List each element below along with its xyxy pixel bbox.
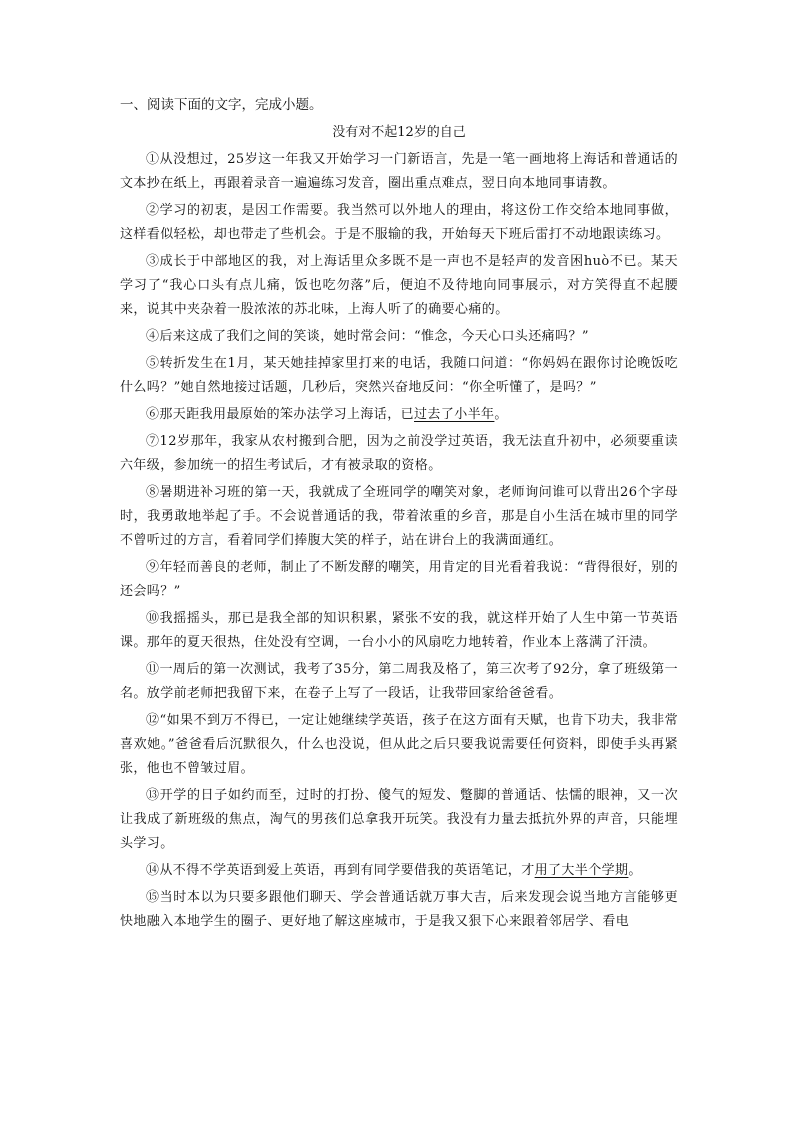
- paragraph-text: ⑧暑期进补习班的第一天，我就成了全班同学的嘲笑对象，老师询问谁可以背出26个字母时，我勇敢地举起了手。不会说普通话的我，带着浓重的乡音，那是自小生活在城市里的同学不曾听过的方言，看着同学们捧腹大笑的样子，站在讲台上的我满面通红。: [120, 485, 678, 548]
- paragraph: [120, 199, 678, 247]
- paragraph: [120, 325, 678, 349]
- paragraph-text: ⑦12岁那年，我家从农村搬到合肥，因为之前没学过英语，我无法直升初中，必须要重读六年级，参加统一的招生考试后，才有被录取的资格。: [120, 434, 678, 473]
- underlined-phrase: 过去了小半年: [414, 407, 495, 422]
- paragraph: [120, 250, 678, 322]
- paragraph-text: ⑨年轻而善良的老师，制止了不断发酵的嘲笑，用肯定的目光看着我说：“背得很好，别的还会吗？”: [120, 560, 678, 599]
- paragraph-text: ⑪一周后的第一次测试，我考了35分，第二周我及格了，第三次考了92分，拿了班级第一名。放学前老师把我留下来，在卷子上写了一段话，让我带回家给爸爸看。: [120, 662, 678, 701]
- paragraph: [120, 556, 678, 604]
- paragraph: [120, 784, 678, 856]
- paragraph: [120, 859, 678, 883]
- paragraph-text: ①从没想过，25岁这一年我又开始学习一门新语言，先是一笔一画地将上海话和普通话的文本抄在纸上，再跟着录音一遍遍练习发音，圈出重点难点，翌日向本地同事请教。: [120, 152, 678, 191]
- paragraph: [120, 352, 678, 400]
- paragraph-text: ④后来这成了我们之间的笑谈，她时常会问：“惟念，今天心口头还痛吗？”: [146, 329, 589, 344]
- paragraph-text: ⑥那天距我用最原始的笨办法学习上海话，已: [146, 407, 415, 422]
- paragraph-text: ②学习的初衷，是因工作需要。我当然可以外地人的理由，将这份工作交给本地同事做，这样看似轻松，却也带走了些机会。于是不服输的我，开始每天下班后雷打不动地跟读练习。: [120, 203, 678, 242]
- section-heading: 一、阅读下面的文字，完成小题。: [120, 97, 323, 113]
- paragraph: [120, 481, 678, 553]
- paragraph-text: ⑬开学的日子如约而至，过时的打扮、傻气的短发、蹩脚的普通话、怯懦的眼神，又一次让我成了新班级的焦点，淘气的男孩们总拿我开玩笑。我没有力量去抵抗外界的声音，只能埋头学习。: [120, 788, 678, 851]
- paragraph: [120, 607, 678, 655]
- paragraph: [120, 403, 678, 427]
- paragraph: [120, 148, 678, 196]
- paragraph: [120, 709, 678, 781]
- paragraph: [120, 430, 678, 478]
- paragraph-end-punct: 。: [494, 407, 508, 422]
- paragraph-text: ⑤转折发生在1月，某天她挂掉家里打来的电话，我随口问道：“你妈妈在跟你讨论晚饭吃什么吗？”她自然地接过话题，几秒后，突然兴奋地反问：“你全听懂了，是吗？”: [120, 356, 678, 395]
- paragraph-text: ⑫“如果不到万不得已，一定让她继续学英语，孩子在这方面有天赋，也肯下功夫，我非常喜欢她。”爸爸看后沉默很久，什么也没说，但从此之后只要我说需要任何资料，即使手头再紧张，他也不曾皱过眉。: [120, 713, 678, 776]
- paragraph-text: ⑩我摇摇头，那已是我全部的知识积累，紧张不安的我，就这样开始了人生中第一节英语课。那年的夏天很热，住处没有空调，一台小小的风扇吃力地转着，作业本上落满了汗渍。: [120, 611, 678, 650]
- paragraph: [120, 886, 678, 934]
- article-title: 没有对不起12岁的自己: [332, 125, 466, 140]
- paragraph-text: ⑭从不得不学英语到爱上英语，再到有同学要借我的英语笔记，才: [146, 863, 535, 878]
- paragraph-text: ⑮当时本以为只要多跟他们聊天、学会普通话就万事大吉，后来发现会说当地方言能够更快地融入本地学生的圈子、更好地了解这座城市，于是我又狠下心来跟着邻居学、看电: [120, 890, 678, 929]
- paragraph-text: ③成长于中部地区的我，对上海话里众多既不是一声也不是轻声的发音困huò不已。某天学习了“我心口头有点儿痛，饭也吃勿落”后，便迫不及待地向同事展示，对方笑得直不起腰来，说其中夹杂着一股浓浓的苏北味，上海人听了的确要心痛的。: [120, 254, 678, 317]
- document-page: [120, 96, 678, 937]
- paragraph: [120, 658, 678, 706]
- underlined-phrase: 用了大半个学期: [534, 863, 629, 878]
- article-body: [120, 148, 678, 934]
- paragraph-end-punct: 。: [628, 863, 642, 878]
